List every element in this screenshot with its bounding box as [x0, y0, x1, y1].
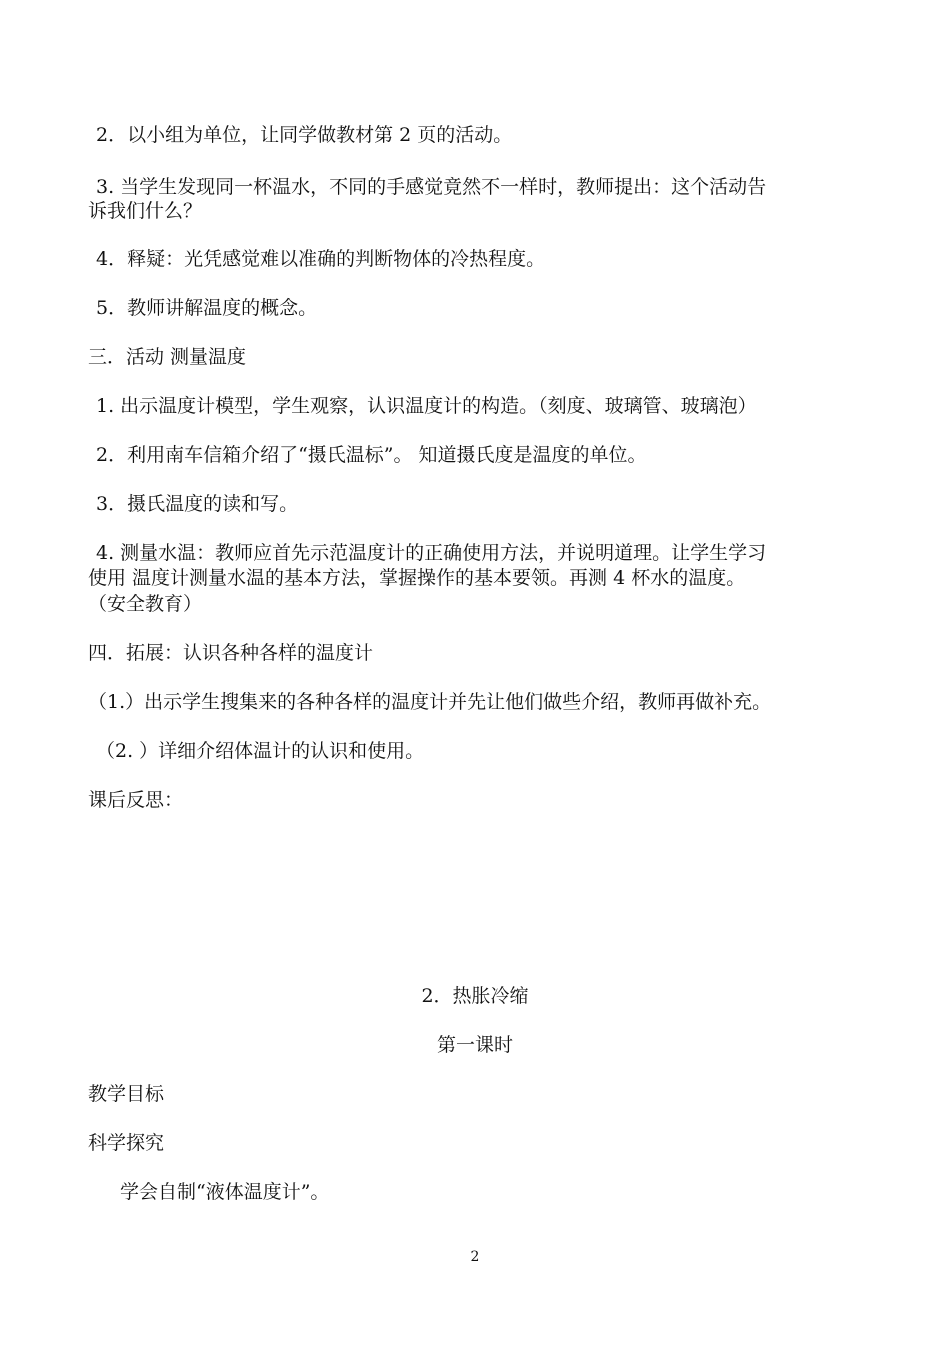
- activity-item-4-line-1: 4. 测量水温：教师应首先示范温度计的正确使用方法，并说明道理。让学生学习: [96, 542, 767, 564]
- paragraph-3-line-1: 3. 当学生发现同一杯温水，不同的手感觉竟然不一样时，教师提出：这个活动告: [96, 176, 767, 198]
- section-title: 2．热胀冷缩: [421, 985, 529, 1007]
- activity-item-1: 1. 出示温度计模型，学生观察，认识温度计的构造。（刻度、玻璃管、玻璃泡）: [96, 395, 757, 417]
- activity-item-2: 2．利用南车信箱介绍了“摄氏温标”。 知道摄氏度是温度的单位。: [96, 444, 647, 466]
- paragraph-5: 5．教师讲解温度的概念。: [96, 297, 318, 319]
- paragraph-2: 2．以小组为单位，让同学做教材第 2 页的活动。: [96, 124, 513, 146]
- extension-item-1: （1.）出示学生搜集来的各种各样的温度计并先让他们做些介绍，教师再做补充。: [88, 691, 772, 713]
- heading-extension: 四．拓展：认识各种各样的温度计: [88, 642, 374, 664]
- inquiry-item: 学会自制“液体温度计”。: [120, 1181, 330, 1203]
- activity-item-4-line-3: （安全教育）: [88, 593, 203, 615]
- heading-activity-measure-temperature: 三．活动 测量温度: [88, 346, 247, 368]
- page-number: 2: [470, 1249, 480, 1265]
- extension-item-2: （2. ）详细介绍体温计的认识和使用。: [96, 740, 425, 762]
- section-subtitle: 第一课时: [436, 1034, 513, 1056]
- objectives-heading: 教学目标: [88, 1083, 165, 1105]
- reflection-heading: 课后反思：: [88, 789, 184, 811]
- paragraph-4: 4．释疑：光凭感觉难以准确的判断物体的冷热程度。: [96, 248, 546, 270]
- activity-item-4-line-2: 使用 温度计测量水温的基本方法，掌握操作的基本要领。再测 4 杯水的温度。: [88, 567, 746, 589]
- paragraph-3-line-2: 诉我们什么？: [88, 200, 203, 222]
- activity-item-3: 3．摄氏温度的读和写。: [96, 493, 299, 515]
- inquiry-heading: 科学探究: [88, 1132, 165, 1154]
